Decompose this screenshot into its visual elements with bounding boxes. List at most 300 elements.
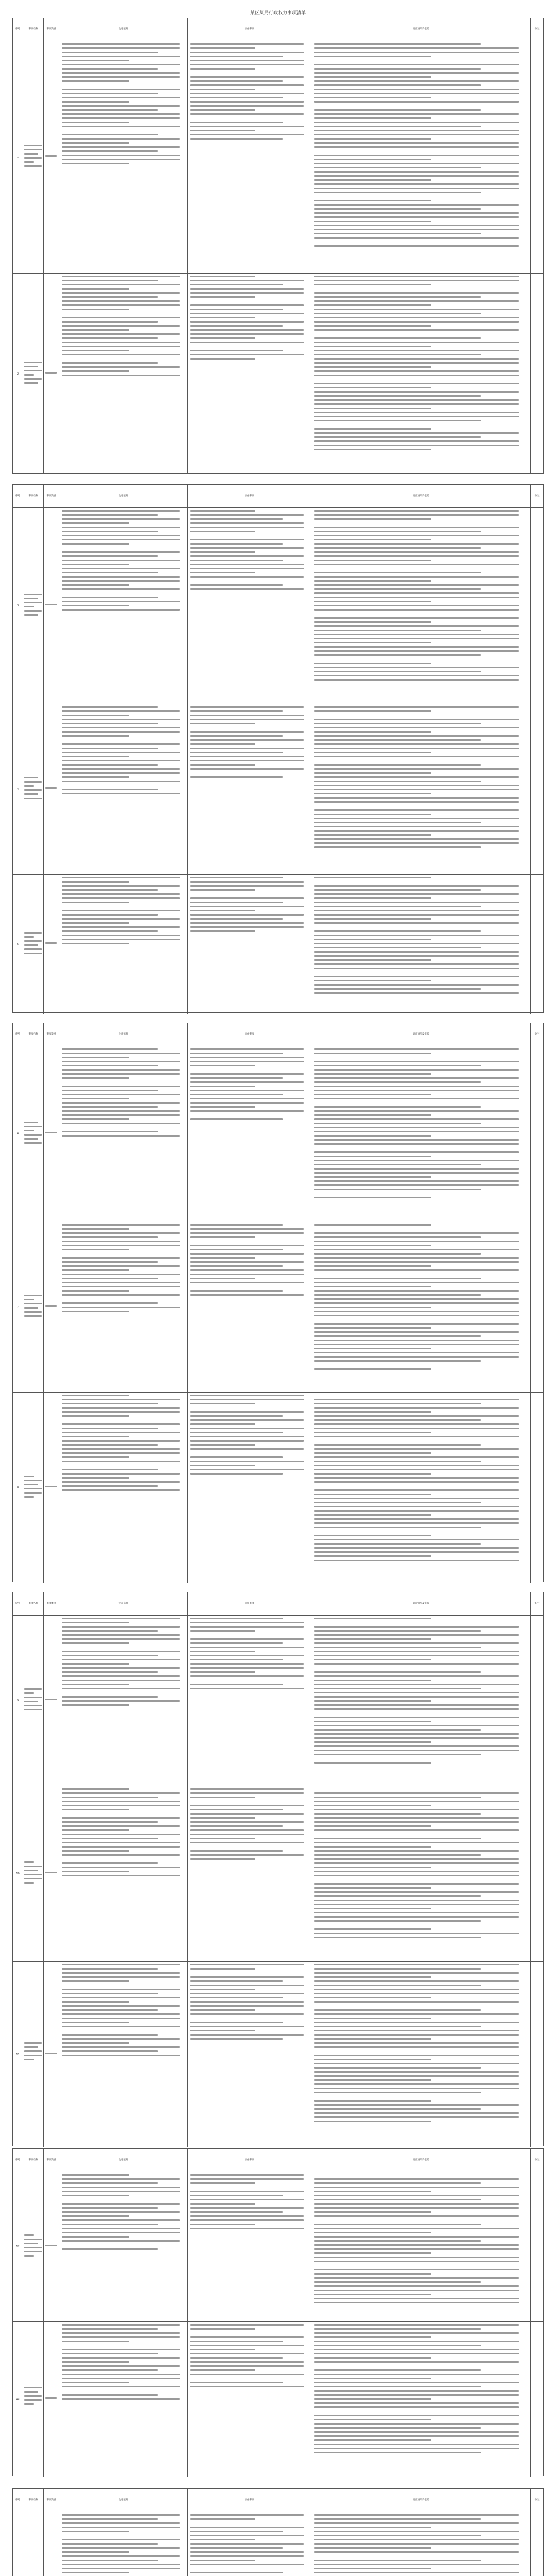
text-line: [314, 2203, 519, 2205]
text-line: [190, 2341, 283, 2342]
text-line: [314, 192, 481, 193]
text-line: [190, 309, 283, 310]
text-line: [314, 955, 519, 957]
text-line: [190, 539, 304, 540]
text-line: [190, 1684, 283, 1685]
text-line: [314, 889, 481, 891]
text-line: [62, 1481, 180, 1483]
text-line: [190, 922, 304, 924]
text-line: [314, 2353, 519, 2354]
text-line: [45, 604, 57, 605]
text-line: [314, 739, 481, 741]
text-line: [62, 588, 180, 590]
text-line: [314, 572, 481, 573]
text-line: [62, 362, 158, 364]
text-line: [314, 1456, 519, 1458]
text-line: [62, 1057, 129, 1058]
text-line: [314, 1053, 431, 1054]
cell-item-type: [44, 704, 59, 874]
text-line: [62, 1862, 158, 1864]
text-line: [62, 1801, 180, 1802]
text-line: [314, 2112, 519, 2114]
text-line: [314, 951, 519, 953]
text-line: [190, 68, 255, 70]
text-line: [62, 2215, 129, 2217]
text-line: [62, 885, 180, 887]
text-line: [314, 445, 519, 446]
text-line: [62, 2547, 180, 2549]
text-line: [24, 1130, 34, 1131]
text-line: [314, 52, 519, 53]
text-line: [314, 1461, 481, 1462]
table-row: [13, 1222, 543, 1393]
text-line: [24, 594, 42, 595]
text-line: [314, 877, 431, 878]
text-line: [24, 145, 42, 146]
text-line: [62, 609, 180, 611]
text-line: [62, 1850, 129, 1852]
text-line: [314, 2191, 431, 2192]
text-line: [314, 547, 481, 549]
text-line: [190, 1253, 304, 1255]
text-line: [314, 617, 519, 619]
text-line: [62, 146, 180, 148]
text-line: [62, 52, 158, 53]
text-line: [62, 354, 180, 355]
text-line: [190, 333, 304, 335]
table-row: [13, 704, 543, 875]
text-line: [190, 1395, 304, 1396]
text-line: [62, 1440, 180, 1442]
text-line: [314, 321, 519, 323]
text-line: [62, 97, 180, 98]
cell-item-name: [23, 1393, 44, 1583]
text-line: [24, 1311, 42, 1313]
text-line: [62, 1700, 180, 1702]
cell-item-name: [23, 1786, 44, 1961]
cell-accountability: [311, 274, 531, 474]
text-line: [62, 280, 158, 281]
text-line: [314, 1968, 481, 1970]
text-line: [190, 560, 283, 561]
text-line: [62, 930, 158, 932]
cell-remark: [531, 2512, 543, 2576]
header-type: 事项类别: [44, 18, 59, 41]
text-line: [62, 1663, 129, 1665]
text-line: [62, 518, 180, 520]
text-line: [62, 1630, 158, 1632]
text-line: [314, 2527, 431, 2528]
text-line: [62, 576, 180, 578]
text-line: [314, 706, 519, 708]
text-line: [190, 2005, 304, 2007]
text-line: [190, 1688, 304, 1689]
text-line: [314, 1477, 519, 1479]
text-line: [62, 276, 180, 277]
text-line: [62, 2013, 180, 2015]
text-line: [314, 2088, 519, 2089]
text-line: [190, 2219, 304, 2221]
text-line: [62, 2543, 158, 2545]
text-line: [314, 354, 481, 355]
text-line: [190, 719, 304, 720]
text-line: [190, 2527, 304, 2528]
text-line: [314, 138, 431, 140]
table-header: [13, 1023, 543, 1046]
text-line: [314, 1302, 519, 1304]
text-line: [314, 1737, 519, 1739]
text-line: [62, 155, 180, 156]
text-line: [190, 1626, 304, 1628]
cell-number: 2: [13, 274, 23, 474]
text-line: [314, 2026, 481, 2027]
text-line: [190, 2207, 304, 2209]
text-line: [24, 2247, 42, 2248]
text-line: [190, 2572, 283, 2573]
cell-legal-basis: [59, 2172, 188, 2321]
text-line: [62, 342, 180, 343]
text-line: [314, 2431, 519, 2433]
text-line: [62, 1114, 180, 1116]
text-line: [62, 943, 129, 944]
text-line: [314, 1094, 431, 1095]
text-line: [190, 551, 255, 553]
text-line: [314, 1933, 519, 1934]
cell-accountability: [311, 508, 531, 704]
text-line: [62, 710, 180, 712]
text-line: [190, 2224, 255, 2225]
text-line: [314, 1675, 519, 1677]
text-line: [314, 2560, 481, 2561]
text-line: [190, 1663, 304, 1665]
text-line: [314, 793, 431, 794]
cell-legal-basis: [59, 274, 188, 474]
text-line: [24, 932, 42, 934]
header-accountability: 追责情形及依据: [311, 2489, 531, 2512]
text-line: [190, 1282, 304, 1283]
text-line: [314, 543, 519, 545]
text-line: [62, 1867, 180, 1868]
text-line: [314, 1143, 519, 1145]
text-line: [190, 1473, 283, 1475]
text-line: [314, 1249, 519, 1250]
text-line: [62, 1061, 180, 1062]
text-line: [314, 1642, 519, 1644]
text-line: [314, 101, 519, 103]
text-line: [314, 304, 431, 306]
text-line: [314, 2564, 519, 2565]
text-line: [190, 52, 304, 53]
text-line: [24, 781, 42, 783]
text-line: [314, 2022, 519, 2023]
text-line: [62, 1053, 180, 1054]
text-line: [314, 1335, 481, 1337]
text-line: [190, 1456, 283, 1458]
text-line: [190, 881, 304, 883]
text-line: [62, 2240, 180, 2242]
text-line: [314, 47, 519, 49]
text-line: [314, 1792, 519, 1794]
text-line: [314, 420, 481, 421]
text-line: [190, 2365, 304, 2367]
text-line: [314, 1356, 519, 1358]
text-line: [314, 2034, 519, 2036]
text-line: [24, 940, 42, 942]
text-line: [314, 2535, 481, 2536]
text-line: [314, 2302, 519, 2303]
text-line: [314, 329, 519, 331]
text-line: [62, 1809, 129, 1810]
header-remark: 备注: [534, 1602, 540, 1605]
text-line: [62, 1817, 180, 1819]
cell-remark: [531, 1962, 543, 2147]
text-line: [314, 2232, 431, 2233]
text-line: [62, 288, 129, 290]
text-line: [314, 212, 519, 214]
text-line: [314, 663, 431, 664]
text-line: [62, 2228, 180, 2229]
text-line: [314, 2415, 519, 2416]
text-line: [314, 1176, 431, 1178]
text-line: [314, 2059, 431, 2060]
text-line: [314, 1489, 519, 1491]
text-line: [190, 897, 304, 899]
text-line: [62, 1403, 158, 1404]
text-line: [62, 346, 180, 347]
text-line: [62, 138, 180, 140]
text-line: [314, 1813, 481, 1815]
cell-accountability: [311, 1616, 531, 1786]
text-line: [314, 208, 481, 210]
text-line: [190, 1086, 255, 1087]
text-line: [314, 1307, 431, 1308]
text-line: [314, 325, 431, 327]
text-line: [24, 2050, 42, 2052]
text-line: [314, 1098, 519, 1099]
text-line: [314, 2402, 519, 2404]
text-line: [62, 897, 180, 899]
text-line: [62, 564, 129, 565]
header-name: 事项名称: [23, 1023, 44, 1046]
cell-number: 1: [13, 41, 23, 273]
text-line: [190, 1465, 255, 1466]
text-line: [314, 1436, 519, 1437]
text-line: [190, 1290, 283, 1292]
text-line: [190, 1630, 255, 1632]
cell-legal-basis: [59, 1046, 188, 1222]
text-line: [314, 743, 519, 745]
cell-remark: [531, 274, 543, 474]
table-row: [13, 41, 543, 274]
cell-item-type: [44, 1962, 59, 2147]
text-line: [24, 1496, 34, 1498]
text-line: [190, 1274, 304, 1275]
text-line: [314, 146, 519, 148]
text-line: [314, 337, 481, 339]
text-line: [62, 1871, 129, 1872]
header-num: 序号: [13, 485, 23, 507]
text-line: [314, 2092, 481, 2093]
text-line: [190, 1622, 304, 1623]
text-line: [314, 1415, 519, 1417]
text-line: [314, 1618, 431, 1619]
text-line: [314, 2547, 431, 2549]
text-line: [314, 440, 519, 442]
cell-accountability: [311, 875, 531, 1014]
text-line: [314, 638, 519, 639]
text-line: [190, 1077, 283, 1079]
cell-accountability: [311, 2172, 531, 2321]
text-line: [190, 1278, 255, 1279]
text-line: [62, 2518, 158, 2520]
text-line: [190, 2034, 304, 2036]
text-line: [190, 2203, 255, 2205]
text-line: [62, 572, 158, 573]
text-line: [314, 1647, 481, 1648]
text-line: [314, 785, 519, 786]
text-line: [62, 1469, 158, 1470]
text-line: [314, 1762, 431, 1764]
text-line: [62, 1622, 129, 1623]
text-line: [314, 2349, 519, 2350]
text-line: [190, 885, 304, 887]
text-line: [314, 654, 481, 656]
text-line: [24, 1138, 38, 1140]
text-line: [190, 1294, 304, 1296]
text-line: [314, 2075, 519, 2077]
text-line: [314, 1473, 431, 1475]
text-line: [314, 1680, 431, 1681]
text-line: [314, 280, 519, 281]
text-line: [314, 630, 481, 631]
cell-remark: [531, 875, 543, 1014]
text-line: [190, 292, 304, 294]
text-line: [62, 142, 129, 144]
text-line: [314, 2522, 519, 2524]
text-line: [190, 350, 283, 351]
text-line: [62, 772, 180, 774]
text-line: [314, 2423, 519, 2425]
text-line: [62, 1135, 180, 1137]
text-line: [314, 229, 519, 230]
text-line: [314, 2248, 519, 2250]
text-line: [62, 163, 129, 164]
text-line: [314, 1399, 519, 1400]
text-line: [190, 2531, 283, 2532]
text-line: [62, 560, 180, 561]
cell-number: 7: [13, 1222, 23, 1392]
text-line: [62, 109, 158, 111]
text-line: [314, 2211, 431, 2213]
text-line: [62, 296, 158, 298]
header-accountability: 追责情形及依据: [311, 18, 531, 41]
text-line: [314, 1700, 431, 1702]
text-line: [314, 2452, 481, 2453]
text-line: [314, 1510, 519, 1512]
text-line: [314, 2055, 519, 2056]
header-accountability: 追责情形及依据: [311, 1023, 531, 1046]
text-line: [62, 1415, 129, 1417]
text-line: [314, 155, 519, 156]
text-line: [62, 2386, 180, 2387]
cell-responsibility: [188, 274, 311, 474]
text-line: [24, 602, 42, 603]
text-line: [314, 902, 519, 903]
text-line: [190, 2228, 304, 2229]
text-line: [62, 2009, 158, 2011]
text-line: [190, 1232, 304, 1234]
text-line: [24, 362, 42, 363]
text-line: [314, 2195, 519, 2196]
text-line: [314, 1750, 519, 1751]
text-line: [314, 134, 519, 135]
cell-legal-basis: [59, 1222, 188, 1392]
text-line: [190, 2349, 255, 2350]
cell-number: 11: [13, 1962, 23, 2147]
text-line: [190, 2374, 304, 2375]
text-line: [190, 555, 304, 557]
text-line: [314, 80, 519, 82]
text-line: [314, 2277, 519, 2279]
header-accountability: 追责情形及依据: [311, 1592, 531, 1615]
text-line: [314, 2257, 519, 2258]
text-line: [314, 1741, 431, 1743]
cell-responsibility: [188, 2172, 311, 2321]
table-header: [13, 2489, 543, 2512]
text-line: [190, 510, 255, 512]
text-line: [314, 2104, 519, 2106]
text-line: [314, 1164, 481, 1165]
cell-accountability: [311, 1393, 531, 1583]
header-duty: 责任事项: [188, 2489, 311, 2512]
text-line: [62, 2369, 158, 2371]
text-line: [314, 893, 519, 895]
text-line: [190, 1850, 283, 1852]
text-line: [314, 1805, 431, 1806]
text-line: [24, 1861, 34, 1863]
text-line: [314, 2398, 431, 2400]
header-name: 事项名称: [23, 2149, 44, 2172]
text-line: [190, 1265, 283, 1267]
table-row: [13, 1046, 543, 1222]
text-line: [190, 1659, 283, 1660]
cell-number: 10: [13, 1786, 23, 1961]
text-line: [45, 372, 57, 374]
text-line: [314, 2001, 519, 2003]
text-line: [62, 1065, 158, 1066]
text-line: [314, 914, 519, 916]
text-line: [314, 1061, 519, 1062]
text-line: [190, 926, 304, 928]
text-line: [314, 609, 519, 611]
text-line: [314, 988, 481, 990]
text-line: [314, 1232, 519, 1234]
text-line: [190, 1642, 283, 1644]
text-line: [314, 947, 481, 948]
text-line: [190, 584, 283, 586]
cell-item-type: [44, 2172, 59, 2321]
text-line: [190, 1261, 304, 1263]
text-line: [24, 1134, 42, 1136]
text-line: [314, 1895, 481, 1897]
text-line: [314, 2187, 519, 2188]
text-line: [62, 2211, 180, 2213]
text-line: [190, 1976, 304, 1978]
text-line: [314, 531, 481, 532]
text-line: [190, 1448, 304, 1450]
text-line: [314, 2116, 519, 2118]
text-line: [62, 2182, 158, 2184]
